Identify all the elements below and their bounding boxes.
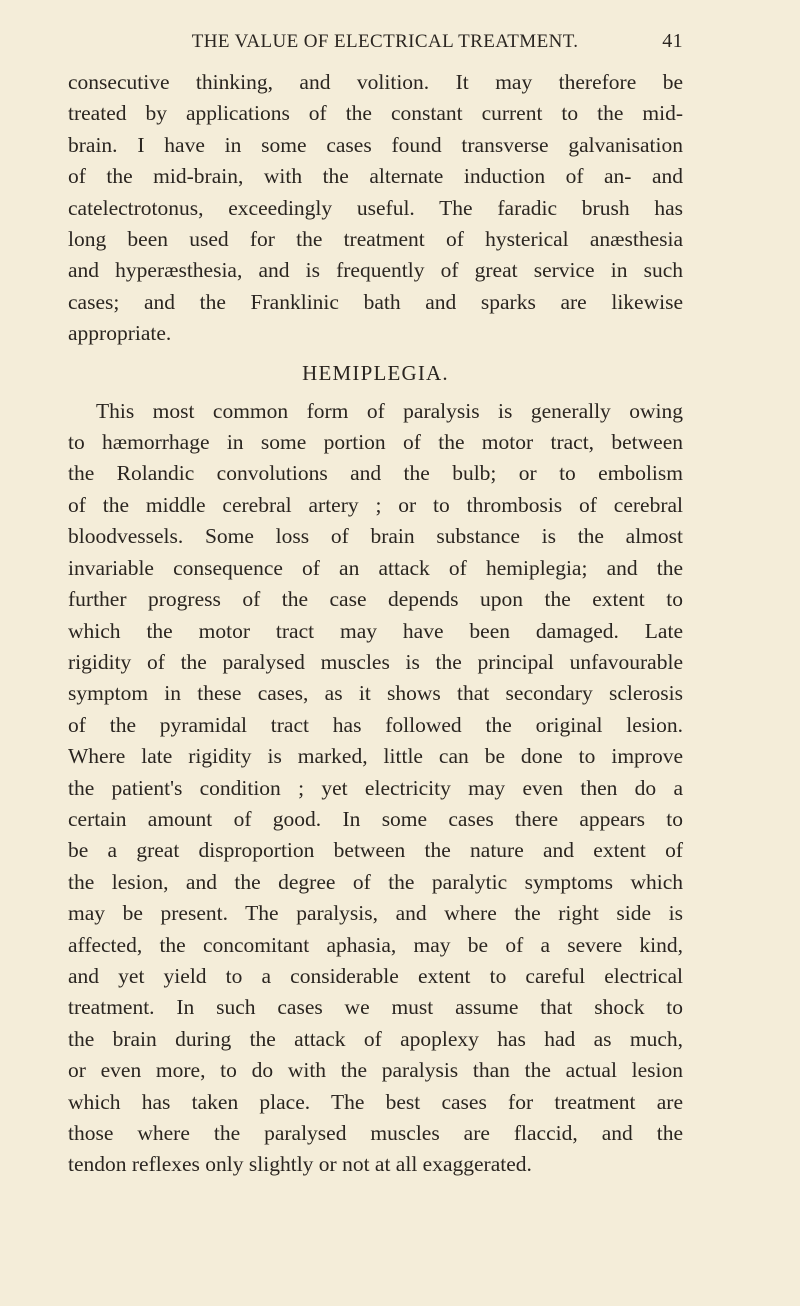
text-line: consecutive thinking, and volition. It may therefore be	[68, 70, 683, 94]
text-line: may be present. The paralysis, and where the right side is	[68, 901, 683, 926]
text-line: treated by applications of the constant current to the mid-	[68, 101, 683, 126]
text-line: the Rolandic convolutions and the bulb; or to embolism	[68, 461, 683, 486]
text-line: those where the paralysed muscles are flaccid, and the	[68, 1121, 683, 1145]
text-line: This most common form of paralysis is generally owing	[96, 398, 683, 423]
text-line: catelectrotonus, exceedingly useful. The faradic brush has	[68, 195, 683, 220]
text-line: which has taken place. The best cases for treatment are	[68, 1089, 683, 1114]
running-head	[68, 30, 683, 53]
text-line: tendon reflexes only slightly or not at all exaggerated.	[68, 1152, 532, 1177]
text-line: to hæmorrhage in some portion of the motor tract, between	[68, 430, 683, 455]
text-line: appropriate.	[68, 321, 172, 346]
text-line: invariable consequence of an attack of hemiplegia; and the	[68, 555, 683, 580]
text-line: further progress of the case depends upon the extent to	[68, 587, 683, 612]
text-line: certain amount of good. In some cases there appears to	[68, 806, 683, 831]
text-line: the lesion, and the degree of the paralytic symptoms which	[68, 869, 683, 894]
text-line: rigidity of the paralysed muscles is the principal unfavourable	[68, 649, 683, 674]
text-line: and hyperæsthesia, and is frequently of great service in such	[68, 258, 683, 283]
text-line: Where late rigidity is marked, little can be done to improve	[68, 744, 683, 769]
text-line: treatment. In such cases we must assume that shock to	[68, 995, 683, 1020]
page-number: 41	[662, 30, 683, 52]
text-line: brain. I have in some cases found transverse galvanisation	[68, 132, 683, 157]
text-line: or even more, to do with the paralysis than the actual lesion	[68, 1058, 683, 1083]
text-line: bloodvessels. Some loss of brain substance is the almost	[68, 524, 683, 549]
text-line: symptom in these cases, as it shows that secondary sclerosis	[68, 681, 683, 706]
text-line: of the middle cerebral artery ; or to thrombosis of cerebral	[68, 492, 683, 517]
text-line: the brain during the attack of apoplexy has had as much,	[68, 1026, 683, 1051]
running-head-title: THE VALUE OF ELECTRICAL TREATMENT.	[191, 31, 579, 52]
paragraph-continued	[68, 67, 683, 350]
paragraph-hemiplegia	[68, 396, 683, 1181]
text-line: the patient's condition ; yet electricity may even then do a	[68, 775, 683, 800]
text-line: cases; and the Franklinic bath and sparks are likewise	[68, 289, 683, 314]
text-line: of the pyramidal tract has followed the original lesion.	[68, 712, 683, 737]
section-heading: HEMIPLEGIA.	[302, 360, 449, 385]
text-line: of the mid-brain, with the alternate induction of an- and	[68, 164, 683, 189]
book-page	[68, 30, 683, 1181]
text-line: and yet yield to a considerable extent to careful electrical	[68, 963, 683, 988]
text-line: be a great disproportion between the nature and extent of	[68, 838, 683, 863]
text-line: affected, the concomitant aphasia, may be of a severe kind,	[68, 932, 683, 957]
text-line: which the motor tract may have been damaged. Late	[68, 618, 683, 643]
text-line: long been used for the treatment of hysterical anæsthesia	[68, 227, 683, 252]
